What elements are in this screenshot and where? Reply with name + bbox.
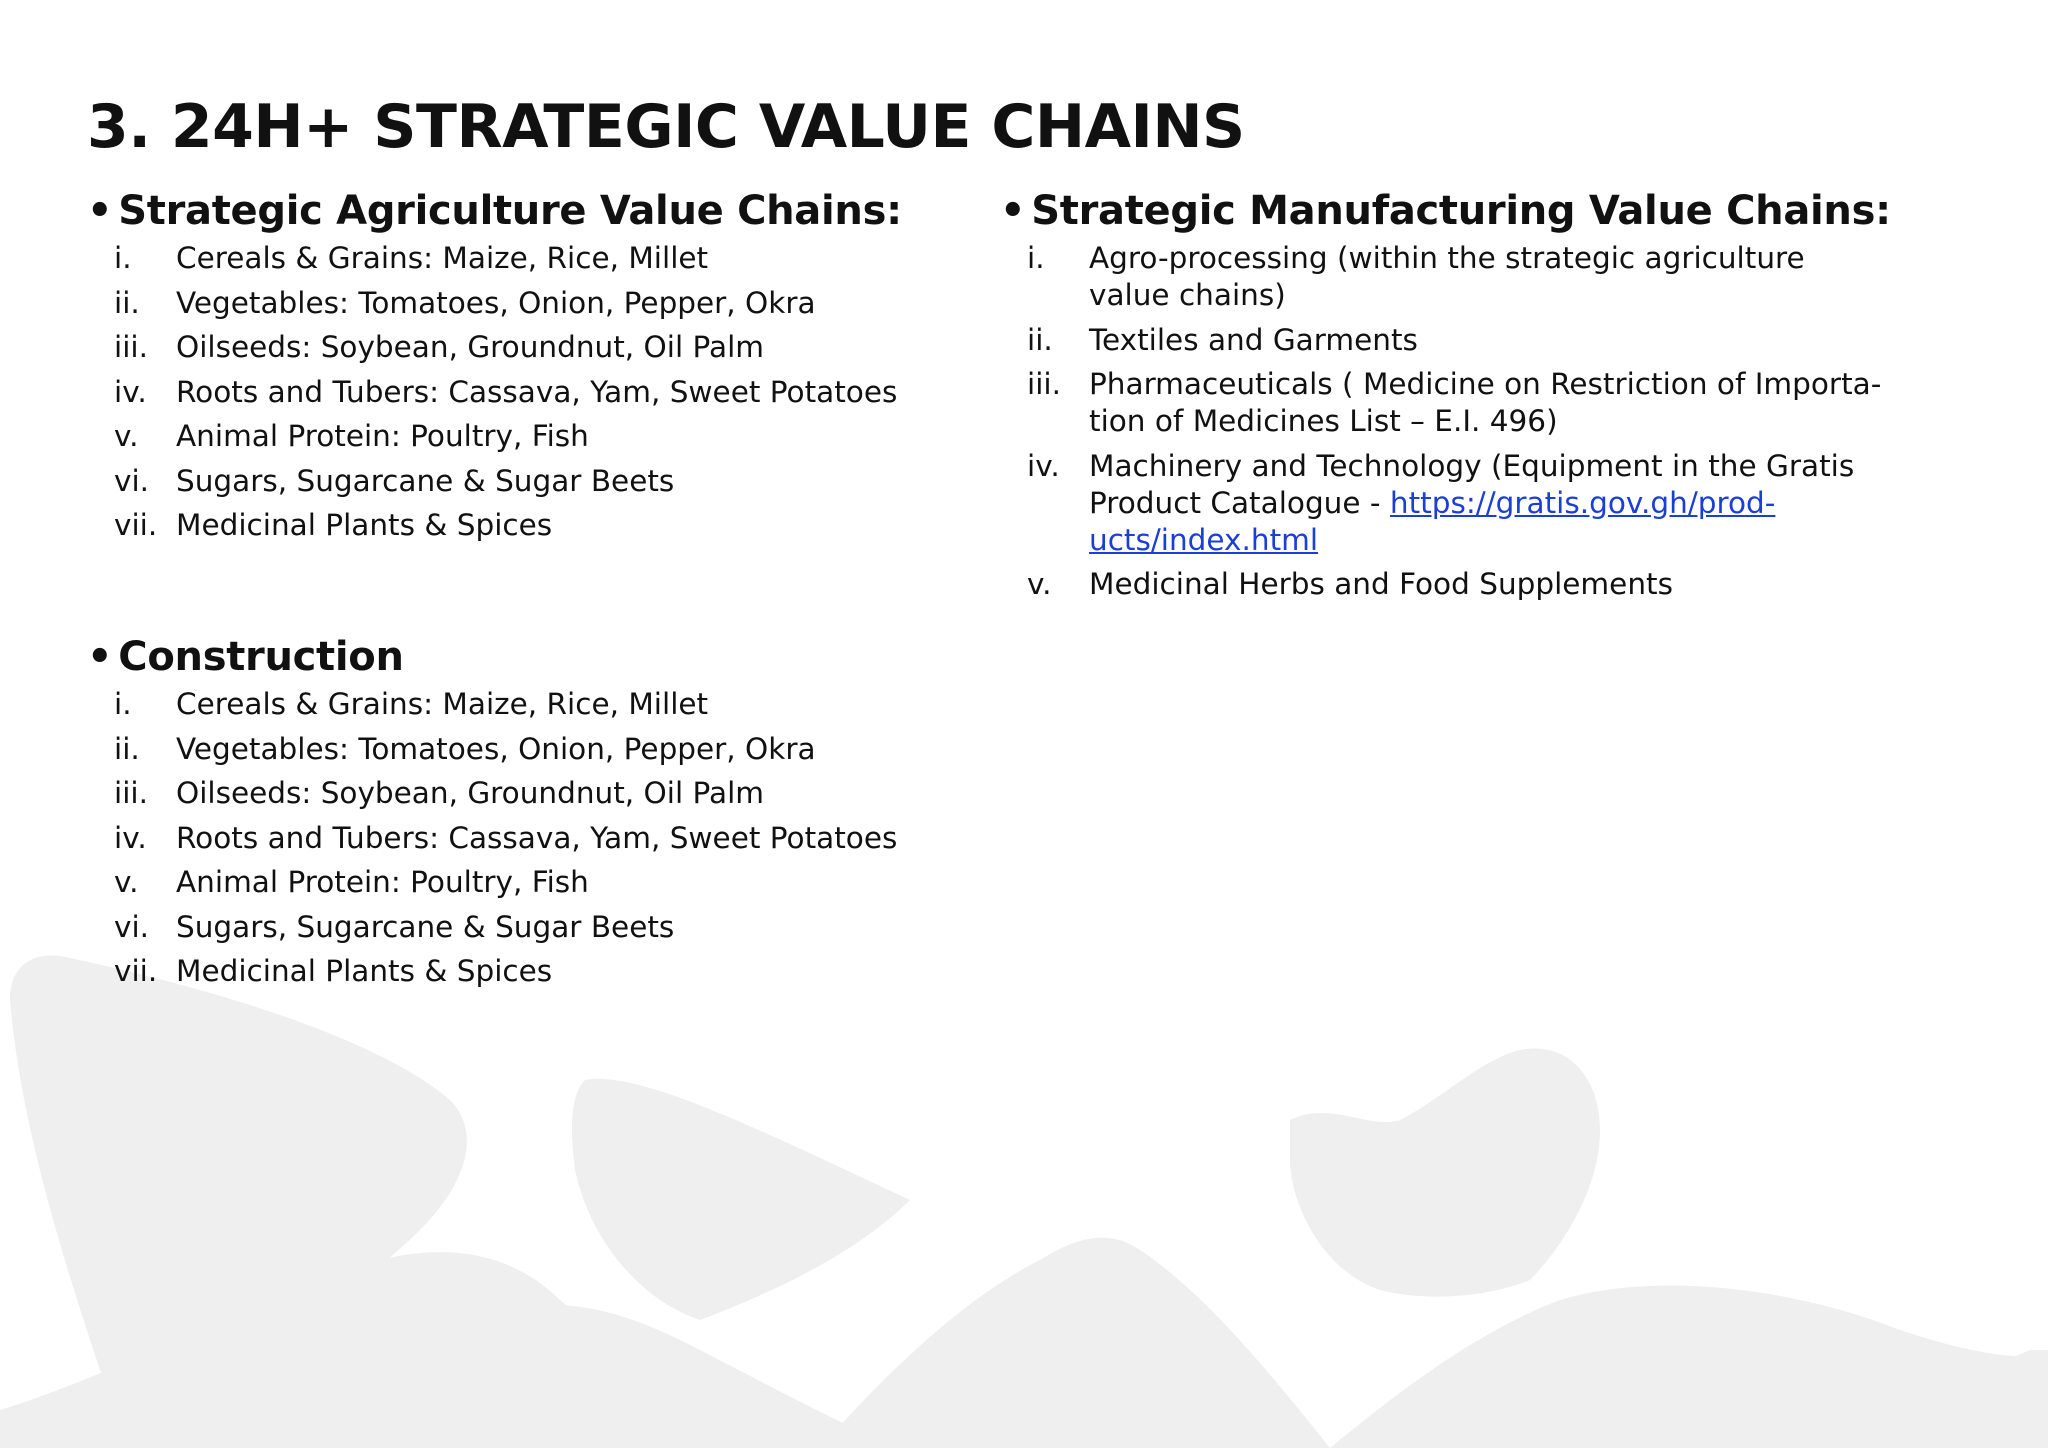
item-number: i.	[114, 687, 132, 721]
item-text: Vegetables: Tomatoes, Onion, Pepper, Okra	[176, 285, 816, 320]
item-number: v.	[1027, 567, 1052, 601]
list-item	[87, 463, 987, 500]
manufacturing-heading-text: Strategic Manufacturing Value Chains:	[1031, 188, 1891, 234]
item-text: Sugars, Sugarcane & Sugar Beets	[176, 909, 675, 944]
item-text: Animal Protein: Poultry, Fish	[176, 865, 589, 899]
item-text: Agro-processing (within the strategic agriculture value chains)	[1089, 241, 1805, 312]
item-text: Roots and Tubers: Cassava, Yam, Sweet Potatoes	[176, 820, 898, 855]
agriculture-list	[87, 240, 987, 544]
item-number: iii.	[114, 330, 148, 364]
item-text: Medicinal Plants & Spices	[176, 508, 553, 542]
manufacturing-list	[1000, 240, 1920, 603]
item-number: i.	[114, 241, 132, 275]
item-text: Sugars, Sugarcane & Sugar Beets	[176, 463, 675, 498]
item-text: Roots and Tubers: Cassava, Yam, Sweet Potatoes	[176, 374, 898, 409]
item-number: vi.	[114, 463, 150, 498]
background-wave-shape	[1290, 1048, 1600, 1296]
list-item	[1000, 566, 1920, 603]
list-item	[1000, 240, 1920, 314]
agriculture-heading	[87, 186, 987, 236]
item-number: i.	[1027, 241, 1045, 275]
item-number: v.	[114, 419, 139, 453]
item-number: iv.	[114, 820, 147, 855]
item-number: vii.	[114, 954, 158, 988]
manufacturing-section	[1000, 186, 1920, 611]
construction-section	[87, 632, 987, 998]
item-number: v.	[114, 865, 139, 899]
gratis-catalogue-link[interactable]: https://gratis.gov.gh/prod-ucts/index.html	[1089, 485, 1776, 557]
bullet-icon: •	[1000, 188, 1026, 234]
item-text: Machinery and Technology (Equipment in the Gratis Product Catalogue -	[1089, 448, 1855, 520]
construction-list	[87, 686, 987, 990]
list-item	[87, 686, 987, 723]
list-item	[87, 775, 987, 812]
item-text: Medicinal Herbs and Food Supplements	[1089, 567, 1673, 601]
list-item	[87, 285, 987, 322]
agriculture-section	[87, 186, 987, 552]
list-item	[87, 909, 987, 946]
list-item	[87, 864, 987, 901]
list-item	[87, 418, 987, 455]
bullet-icon: •	[87, 188, 113, 234]
list-item	[1000, 448, 1920, 559]
item-text: Cereals & Grains: Maize, Rice, Millet	[176, 241, 709, 275]
item-text: Animal Protein: Poultry, Fish	[176, 419, 589, 453]
list-item	[1000, 322, 1920, 359]
item-text: Vegetables: Tomatoes, Onion, Pepper, Okra	[176, 731, 816, 766]
item-number: iv.	[1027, 448, 1060, 483]
item-text: Pharmaceuticals ( Medicine on Restriction of Importa-tion of Medicines List – E.I. 496)	[1089, 367, 1882, 438]
list-item	[87, 953, 987, 990]
list-item	[87, 374, 987, 411]
item-number: ii.	[114, 285, 140, 320]
list-item	[87, 507, 987, 544]
list-item	[87, 329, 987, 366]
manufacturing-heading	[1000, 186, 1920, 236]
construction-heading-text: Construction	[118, 634, 404, 680]
item-number: vii.	[114, 508, 158, 542]
item-number: iv.	[114, 374, 147, 409]
list-item	[87, 240, 987, 277]
list-item	[1000, 366, 1920, 440]
item-number: ii.	[1027, 322, 1053, 357]
item-text: Cereals & Grains: Maize, Rice, Millet	[176, 687, 709, 721]
item-text-with-link	[1089, 448, 1889, 559]
item-number: iii.	[114, 776, 148, 810]
item-text: Medicinal Plants & Spices	[176, 954, 553, 988]
bullet-icon: •	[87, 634, 113, 680]
item-text: Oilseeds: Soybean, Groundnut, Oil Palm	[176, 330, 765, 364]
background-wave-shape	[572, 1079, 910, 1320]
item-text: Oilseeds: Soybean, Groundnut, Oil Palm	[176, 776, 765, 810]
item-number: ii.	[114, 731, 140, 766]
agriculture-heading-text: Strategic Agriculture Value Chains:	[118, 188, 902, 234]
background-wave-shape	[820, 1238, 1330, 1448]
construction-heading	[87, 632, 987, 682]
item-number: vi.	[114, 909, 150, 944]
page-title: 3. 24H+ STRATEGIC VALUE CHAINS	[87, 92, 1245, 162]
item-number: iii.	[1027, 367, 1061, 401]
list-item	[87, 731, 987, 768]
list-item	[87, 820, 987, 857]
item-text: Textiles and Garments	[1089, 322, 1418, 357]
